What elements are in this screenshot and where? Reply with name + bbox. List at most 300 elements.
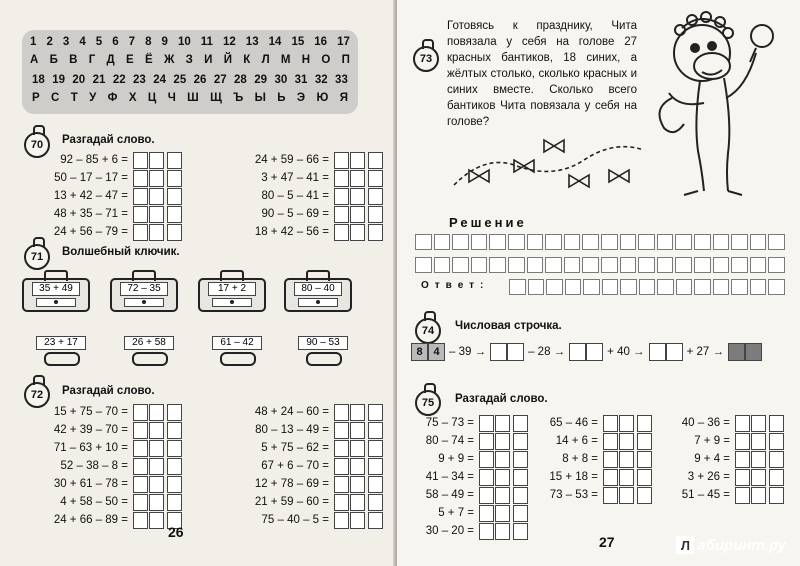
grid-cell[interactable] [731,279,748,295]
answer-box[interactable] [479,451,494,468]
equation-row [54,493,182,511]
letter-box[interactable] [167,152,182,169]
equation-text: 24 + 59 – 66 = [254,154,329,166]
letter-box[interactable] [167,494,182,511]
alphabet-row1-numbers [30,36,350,48]
grid-cell[interactable] [489,257,506,273]
answer-box[interactable] [751,433,766,450]
key-expression: 61 – 42 [212,336,262,350]
answer-box[interactable] [350,512,365,529]
equation-row [255,421,383,439]
grid-cell[interactable] [768,279,785,295]
equation-text: 73 – 53 = [549,489,598,501]
number-chain [411,343,762,361]
grid-cell[interactable] [620,257,637,273]
answer-box[interactable] [350,188,365,205]
alphabet-letter: У [89,92,97,104]
grid-cell[interactable] [657,257,674,273]
answer-box[interactable] [350,422,365,439]
answer-box[interactable] [350,458,365,475]
chain-box[interactable] [490,343,507,361]
equation-text: 75 – 73 = [425,417,474,429]
alphabet-number: 7 [128,36,136,48]
answer-label: Ответ: [421,280,490,291]
equation-row [549,432,652,450]
answer-box[interactable] [133,494,148,511]
equation-row [255,151,383,169]
grid-cell[interactable] [564,234,581,250]
alphabet-number: 9 [161,36,168,48]
answer-box[interactable] [603,469,618,486]
answer-box[interactable] [133,206,148,223]
grid-cell[interactable] [527,234,544,250]
chain-operation: – 39 → [449,346,487,358]
equation-text: 4 + 58 – 50 = [60,496,128,508]
equation-text: 90 – 5 – 69 = [261,208,329,220]
grid-cell[interactable] [750,234,767,250]
answer-box[interactable] [133,188,148,205]
alphabet-number: 5 [95,36,103,48]
answer-box[interactable] [619,451,634,468]
equation-column [255,403,383,529]
alphabet-letter: О [321,54,331,66]
answer-box[interactable] [149,224,164,241]
chain-box[interactable] [507,343,524,361]
answer-box[interactable] [350,170,365,187]
alphabet-letter: Ь [277,92,286,104]
answer-box[interactable] [334,188,349,205]
chain-box[interactable] [586,343,603,361]
letter-box[interactable] [368,440,383,457]
answer-box[interactable] [133,404,148,421]
letter-box[interactable] [368,206,383,223]
grid-cell[interactable] [620,234,637,250]
letter-box[interactable] [513,415,528,432]
answer-box[interactable] [350,476,365,493]
key-icon [220,352,256,366]
grid-cell[interactable] [768,234,785,250]
chain-box[interactable] [649,343,666,361]
task-number-badge: 72 [24,382,50,408]
grid-cell[interactable] [750,257,767,273]
answer-box[interactable] [149,440,164,457]
task-number-badge: 75 [415,390,441,416]
letter-box[interactable] [637,415,652,432]
alphabet-number: 17 [337,36,350,48]
task-title: Разгадай слово. [62,385,155,397]
letter-box[interactable] [637,451,652,468]
equation-row [426,450,528,468]
letter-box[interactable] [769,415,784,432]
answer-box[interactable] [479,415,494,432]
alphabet-letter: Р [32,92,40,104]
answer-box[interactable] [495,487,510,504]
task-title: Числовая строчка. [455,320,562,332]
equation-row [426,504,528,522]
answer-box[interactable] [603,433,618,450]
grid-cell[interactable] [582,234,599,250]
chain-box[interactable] [728,343,745,361]
equation-text: 80 – 13 – 49 = [255,424,329,436]
keyhole [36,298,76,307]
answer-box[interactable] [495,505,510,522]
alphabet-letter: Б [49,54,58,66]
letter-box[interactable] [513,433,528,450]
letter-box[interactable] [167,224,182,241]
alphabet-letter: Ф [107,92,118,104]
grid-cell[interactable] [564,257,581,273]
answer-box[interactable] [619,433,634,450]
answer-box[interactable] [751,487,766,504]
alphabet-letter: Ж [163,54,175,66]
equation-text: 58 – 49 = [425,489,474,501]
equation-text: 9 + 4 = [694,453,730,465]
letter-box[interactable] [368,404,383,421]
bows-illustration [449,130,649,200]
equation-row [682,414,784,432]
alphabet-number: 24 [153,74,167,86]
alphabet-number: 3 [62,36,70,48]
answer-box[interactable] [735,433,750,450]
answer-box[interactable] [334,512,349,529]
letter-box[interactable] [167,404,182,421]
equation-text: 9 + 9 = [438,453,474,465]
letter-box[interactable] [637,433,652,450]
answer-box[interactable] [334,206,349,223]
equation-column [682,414,784,504]
equation-text: 15 + 75 – 70 = [53,406,128,418]
key[interactable] [124,336,174,366]
lock [110,278,178,312]
equation-row [255,187,383,205]
answer-box[interactable] [149,206,164,223]
grid-cell[interactable] [434,234,451,250]
grid-cell[interactable] [620,279,637,295]
equation-text: 5 + 7 = [438,507,474,519]
solution-grid-row [415,234,787,250]
grid-cell[interactable] [452,234,469,250]
task-title: Разгадай слово. [62,134,155,146]
answer-box[interactable] [479,433,494,450]
grid-cell[interactable] [546,279,563,295]
equation-text: 48 + 35 – 71 = [53,208,128,220]
answer-box[interactable] [751,451,766,468]
key[interactable] [298,336,348,366]
answer-box[interactable] [603,451,618,468]
grid-cell[interactable] [434,257,451,273]
answer-box[interactable] [495,433,510,450]
letter-box[interactable] [513,469,528,486]
answer-box[interactable] [149,458,164,475]
grid-cell[interactable] [750,279,767,295]
equation-text: 13 + 42 – 47 = [53,190,128,202]
page-number: 26 [168,524,184,540]
letter-box[interactable] [167,440,182,457]
equation-row [255,223,383,241]
letter-box[interactable] [769,487,784,504]
lock-expression: 17 + 2 [208,282,256,296]
grid-cell[interactable] [471,234,488,250]
alphabet-number: 28 [234,74,247,86]
letter-box[interactable] [769,451,784,468]
grid-cell[interactable] [638,257,655,273]
grid-cell[interactable] [675,257,692,273]
equation-text: 92 – 85 + 6 = [60,154,128,166]
equation-column [549,414,652,504]
alphabet-number: 14 [268,36,282,48]
letter-box[interactable] [167,476,182,493]
answer-box[interactable] [350,152,365,169]
letter-box[interactable] [769,469,784,486]
answer-box[interactable] [495,469,510,486]
lock-shackle [132,270,156,281]
answer-box[interactable] [479,505,494,522]
equation-text: 18 + 42 – 56 = [254,226,329,238]
grid-cell[interactable] [565,279,582,295]
equation-row [426,522,528,540]
grid-cell[interactable] [527,257,544,273]
task-number-badge: 70 [24,132,50,158]
equation-row [255,403,383,421]
alphabet-number: 8 [145,36,152,48]
letter-box[interactable] [368,170,383,187]
answer-box[interactable] [350,206,365,223]
alphabet-number: 23 [133,74,146,86]
key[interactable] [36,336,86,366]
grid-cell[interactable] [731,234,748,250]
equation-row [682,450,784,468]
grid-cell[interactable] [602,279,619,295]
alphabet-number: 19 [52,74,65,86]
grid-cell[interactable] [508,257,525,273]
equation-text: 75 – 40 – 5 = [261,514,329,526]
equation-row [255,439,383,457]
letter-box[interactable] [368,152,383,169]
letter-box[interactable] [368,422,383,439]
answer-box[interactable] [334,224,349,241]
answer-box[interactable] [479,487,494,504]
answer-box[interactable] [133,170,148,187]
watermark [676,536,786,554]
letter-box[interactable] [167,206,182,223]
alphabet-letter: Ц [147,92,157,104]
equation-text: 41 – 34 = [425,471,474,483]
grid-cell[interactable] [676,279,693,295]
answer-box[interactable] [133,224,148,241]
answer-box[interactable] [334,476,349,493]
grid-cell[interactable] [528,279,545,295]
grid-cell[interactable] [471,257,488,273]
alphabet-number: 22 [112,74,126,86]
task-number-badge: 73 [413,46,439,72]
alphabet-letter: Щ [210,92,222,104]
alphabet-letter: А [30,54,39,66]
alphabet-number: 1 [30,36,37,48]
alphabet-letter: С [51,92,60,104]
answer-box[interactable] [334,422,349,439]
grid-cell[interactable] [583,279,600,295]
chain-box[interactable] [569,343,586,361]
answer-box[interactable] [133,512,148,529]
answer-box[interactable] [495,415,510,432]
letter-box[interactable] [368,458,383,475]
grid-cell[interactable] [545,234,562,250]
grid-cell[interactable] [713,257,730,273]
equation-row [255,205,383,223]
grid-cell[interactable] [657,234,674,250]
answer-box[interactable] [334,404,349,421]
answer-box[interactable] [603,487,618,504]
answer-grid-row [509,279,787,295]
answer-box[interactable] [334,458,349,475]
answer-box[interactable] [133,152,148,169]
letter-box[interactable] [368,512,383,529]
alphabet-number: 20 [72,74,86,86]
equation-row [54,475,182,493]
equation-text: 21 + 59 – 60 = [254,496,329,508]
equation-column [54,403,182,529]
grid-cell[interactable] [601,257,618,273]
answer-box[interactable] [149,512,164,529]
alphabet-letter: В [69,54,78,66]
alphabet-letter: Я [339,92,348,104]
answer-box[interactable] [334,494,349,511]
equation-text: 51 – 45 = [681,489,730,501]
letter-box[interactable] [769,433,784,450]
equation-text: 48 + 24 – 60 = [254,406,329,418]
answer-box[interactable] [751,415,766,432]
answer-box[interactable] [735,451,750,468]
grid-cell[interactable] [452,257,469,273]
grid-cell[interactable] [694,279,711,295]
grid-cell[interactable] [489,234,506,250]
alphabet-number: 29 [254,74,268,86]
equation-row [54,403,182,421]
equation-text: 14 + 6 = [555,435,598,447]
grid-cell[interactable] [694,257,711,273]
grid-cell[interactable] [639,279,656,295]
letter-box[interactable] [368,494,383,511]
letter-box[interactable] [368,224,383,241]
letter-box[interactable] [513,451,528,468]
letter-box[interactable] [637,487,652,504]
grid-cell[interactable] [675,234,692,250]
answer-box[interactable] [751,469,766,486]
answer-box[interactable] [619,415,634,432]
answer-box[interactable] [603,415,618,432]
chain-box[interactable] [745,343,762,361]
answer-box[interactable] [334,152,349,169]
grid-cell[interactable] [638,234,655,250]
grid-cell[interactable] [545,257,562,273]
answer-box[interactable] [334,170,349,187]
letter-box[interactable] [167,422,182,439]
grid-cell[interactable] [657,279,674,295]
alphabet-number: 6 [112,36,119,48]
answer-box[interactable] [495,523,510,540]
grid-cell[interactable] [415,257,432,273]
letter-box[interactable] [513,523,528,540]
letter-box[interactable] [368,476,383,493]
key[interactable] [212,336,262,366]
answer-box[interactable] [149,422,164,439]
answer-box[interactable] [619,487,634,504]
letter-box[interactable] [637,469,652,486]
equation-row [54,421,182,439]
grid-cell[interactable] [582,257,599,273]
task-title: Волшебный ключик. [62,246,180,258]
lock-shackle [44,270,68,281]
answer-box[interactable] [350,224,365,241]
chain-operation: + 40 → [607,346,645,358]
answer-box[interactable] [133,458,148,475]
equation-row [54,205,182,223]
answer-box[interactable] [735,415,750,432]
answer-box[interactable] [149,170,164,187]
letter-box[interactable] [167,458,182,475]
alphabet-letter: Э [296,92,306,104]
chain-box[interactable] [666,343,683,361]
letter-box[interactable] [368,188,383,205]
grid-cell[interactable] [713,234,730,250]
letter-box[interactable] [167,188,182,205]
answer-box[interactable] [350,494,365,511]
answer-box[interactable] [350,404,365,421]
letter-box[interactable] [513,505,528,522]
answer-box[interactable] [149,476,164,493]
grid-cell[interactable] [508,234,525,250]
answer-box[interactable] [149,404,164,421]
grid-cell[interactable] [415,234,432,250]
answer-box[interactable] [619,469,634,486]
grid-cell[interactable] [768,257,785,273]
answer-box[interactable] [133,422,148,439]
answer-box[interactable] [350,440,365,457]
equation-row [426,414,528,432]
answer-box[interactable] [479,469,494,486]
answer-box[interactable] [149,152,164,169]
grid-cell[interactable] [509,279,526,295]
answer-box[interactable] [149,494,164,511]
answer-box[interactable] [479,523,494,540]
equation-text: 80 – 5 – 41 = [261,190,329,202]
letter-box[interactable] [513,487,528,504]
keyhole [124,298,164,307]
equation-text: 42 + 39 – 70 = [53,424,128,436]
equation-text: 24 + 56 – 79 = [53,226,128,238]
equation-row [426,468,528,486]
lock-expression: 80 – 40 [294,282,342,296]
answer-box[interactable] [133,476,148,493]
chain-seed-digit: 8 [411,343,428,361]
grid-cell[interactable] [713,279,730,295]
answer-box[interactable] [735,487,750,504]
answer-box[interactable] [149,188,164,205]
grid-cell[interactable] [694,234,711,250]
answer-box[interactable] [334,440,349,457]
equation-text: 65 – 46 = [549,417,598,429]
grid-cell[interactable] [731,257,748,273]
answer-box[interactable] [133,440,148,457]
letter-box[interactable] [167,170,182,187]
equation-row [54,439,182,457]
answer-box[interactable] [735,469,750,486]
alphabet-number: 10 [177,36,191,48]
answer-box[interactable] [495,451,510,468]
grid-cell[interactable] [601,234,618,250]
alphabet-letter: Е [126,54,134,66]
equation-text: 5 + 75 – 62 = [261,442,329,454]
